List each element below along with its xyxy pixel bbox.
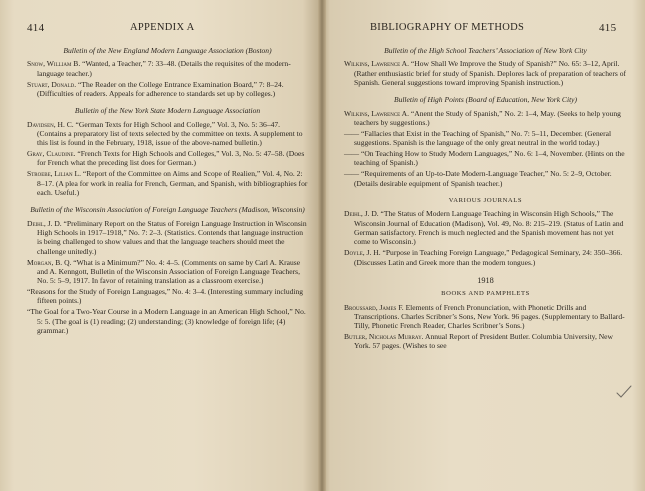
bib-entry — [27, 120, 308, 148]
section-heading: Bulletin of High Points (Board of Education, New York City) — [393, 95, 578, 105]
bib-entry — [27, 287, 308, 306]
entry-text: “Purpose in Teaching Foreign Language,” Pedagogical Seminary, 24: 350–366. (Discusses Latin and Greek more than the modern tongues.) — [354, 248, 623, 267]
entry-text: “Preliminary Report on the Status of Foreign Language Instruction in Wisconsin High Schools in 1917–1918,” No. 7: 2–3. (Statistics. Contends that language instruction is being challenged to show values and that the language teachers should meet the challenge unitedly.) — [37, 218, 307, 256]
bib-entry — [344, 149, 627, 168]
entry-text: “What is a Minimum?” No. 4: 4–5. (Comments on same by Carl A. Krause and A. Kenngott, Bulletin of the Wisconsin Association of Foreign Language Teachers, No. 5: 5–9, 1917. In favor of retaining translation as a classroom exercise.) — [37, 257, 301, 286]
entry-text: “German Texts for High School and College,” Vol. 3, No. 5: 36–47. (Contains a preparatory list of texts selected by the committee on texts. A supplement to this list is found in the February, 1918, issue of the above-named bulletin.) — [37, 119, 303, 148]
section-heading: Bulletin of the High School Teachers’ Association of New York City — [384, 46, 587, 55]
bib-entry — [27, 80, 308, 99]
section-caption: BOOKS AND PAMPHLETS — [441, 290, 530, 298]
entry-text: “Reasons for the Study of Foreign Languages,” No. 4: 3–4. (Interesting summary including fifteen points.) — [27, 287, 304, 306]
left-page — [0, 0, 322, 491]
entry-text: “Anent the Study of Spanish,” No. 2: 1–4, May. (Seeks to help young teachers by suggestions.) — [354, 108, 621, 128]
bib-entry — [344, 169, 627, 188]
entry-text: “Report of the Committee on Aims and Scope of Realien,” Vol. 4, No. 2: 8–17. (A plea for work in realia for French, German, and Spanish, with bibliographies for each. Useful.) — [37, 169, 308, 197]
bib-entry — [344, 248, 627, 267]
bib-entry — [344, 209, 627, 246]
pencil-check-mark-icon — [616, 385, 632, 399]
bib-entry — [344, 129, 627, 148]
entry-author: Stuart, Donald. — [27, 79, 77, 89]
bib-entry — [27, 219, 308, 256]
entry-text: Annual Report of President Butler. Columbia University, New York. 57 pages. (Wishes to see — [354, 332, 613, 351]
entry-author: Morgan, B. Q. — [27, 257, 72, 267]
entry-author: Stroebe, Lilian L. — [27, 169, 82, 179]
entry-author: Deihl, J. D. — [27, 218, 62, 228]
section-caption: VARIOUS JOURNALS — [448, 196, 523, 204]
entry-author: Gray, Claudine. — [27, 149, 76, 159]
bib-entry — [344, 109, 627, 128]
page-number: 415 — [599, 22, 617, 34]
running-head: BIBLIOGRAPHY OF METHODS — [370, 22, 525, 33]
bib-entry — [344, 332, 627, 351]
section-heading: Bulletin of the New York State Modern Language Association — [74, 106, 261, 116]
bib-entry — [27, 307, 308, 335]
entry-text: “French Texts for High Schools and Colleges,” Vol. 3, No. 5: 47–58. (Does for French what the preceding list does for German.) — [37, 149, 305, 168]
bib-entry — [27, 258, 308, 286]
book-gutter — [318, 0, 326, 491]
entry-text: —— “Fallacies that Exist in the Teaching of Spanish,” No. 7: 5–11, December. (General suggestions. Spanish is the language of the only great neutral in the world today.) — [344, 128, 612, 148]
entry-author: Snow, William B. — [27, 59, 81, 69]
page-body — [27, 46, 308, 337]
entry-author: Davidsen, H. C. — [27, 119, 74, 129]
entry-text: “How Shall We Improve the Study of Spanish?” No. 65: 3–12, April. (Rather enthusiastic brief for study of Spanish. Deplores lack of preparation of teachers of Spanish. General suggestions toward improving Spanish instruction.) — [354, 59, 627, 88]
bib-entry — [344, 59, 627, 87]
section-heading: Bulletin of the Wisconsin Association of Foreign Language Teachers (Madison, Wisconsin) — [30, 205, 305, 215]
section-heading: Bulletin of the New England Modern Language Association (Boston) — [63, 46, 272, 55]
bib-entry — [344, 303, 627, 331]
entry-author: Wilkins, Lawrence A. — [344, 59, 410, 69]
entry-text: —— “Requirements of an Up-to-Date Modern-Language Teacher,” No. 5: 2–9, October. (Details desirable equipment of Spanish teacher.) — [344, 169, 612, 188]
bib-entry — [27, 59, 308, 78]
bib-entry — [27, 169, 308, 197]
page-number: 414 — [27, 22, 45, 34]
entry-text: “Wanted, a Teacher,” 7: 33–48. (Details the requisites of the modern-language teacher.) — [37, 59, 291, 78]
bib-entry — [27, 149, 308, 168]
running-head: APPENDIX A — [130, 22, 195, 33]
page-body — [344, 46, 627, 352]
entry-text: Elements of French Pronunciation, with Phonetic Drills and Transcriptions. Charles Scribner’s Sons, New York. 96 pages. (Supplementary to Ballard-Tilly, Phonetic French Reader, Charles Scribner’s Sons.) — [354, 302, 625, 331]
entry-author: Deihl, J. D. — [344, 209, 379, 219]
entry-author: Wilkins, Lawrence A. — [344, 108, 410, 118]
entry-text: “The Goal for a Two-Year Course in a Modern Language in an American High School,” No. 5: 5. (The goal is (1) reading; (2) understanding; (3) knowledge of foreign life; (4) grammar.) — [27, 307, 306, 335]
entry-text: “The Reader on the College Entrance Examination Board,” 7: 8–24. (Difficulties of readers. Appeals for adherence to standards set up by colleges.) — [37, 79, 284, 98]
entry-author: Broussard, James F. — [344, 302, 404, 312]
entry-text: —— “On Teaching How to Study Modern Languages,” No. 6: 1–4, November. (Hints on the teaching of Spanish.) — [344, 149, 625, 168]
entry-text: “The Status of Modern Language Teaching in Wisconsin High Schools,” The Wisconsin Journal of Education (Madison), Vol. 49, No. 8: 215–219. (Status of Latin and German satisfactory. French is much neglected and the Spanish movement has not yet come to Wisconsin.) — [354, 209, 624, 247]
entry-author: Doyle, J. H. — [344, 248, 381, 258]
entry-author: Butler, Nicholas Murray. — [344, 332, 424, 342]
year-heading: 1918 — [477, 275, 494, 285]
right-page — [322, 0, 645, 491]
